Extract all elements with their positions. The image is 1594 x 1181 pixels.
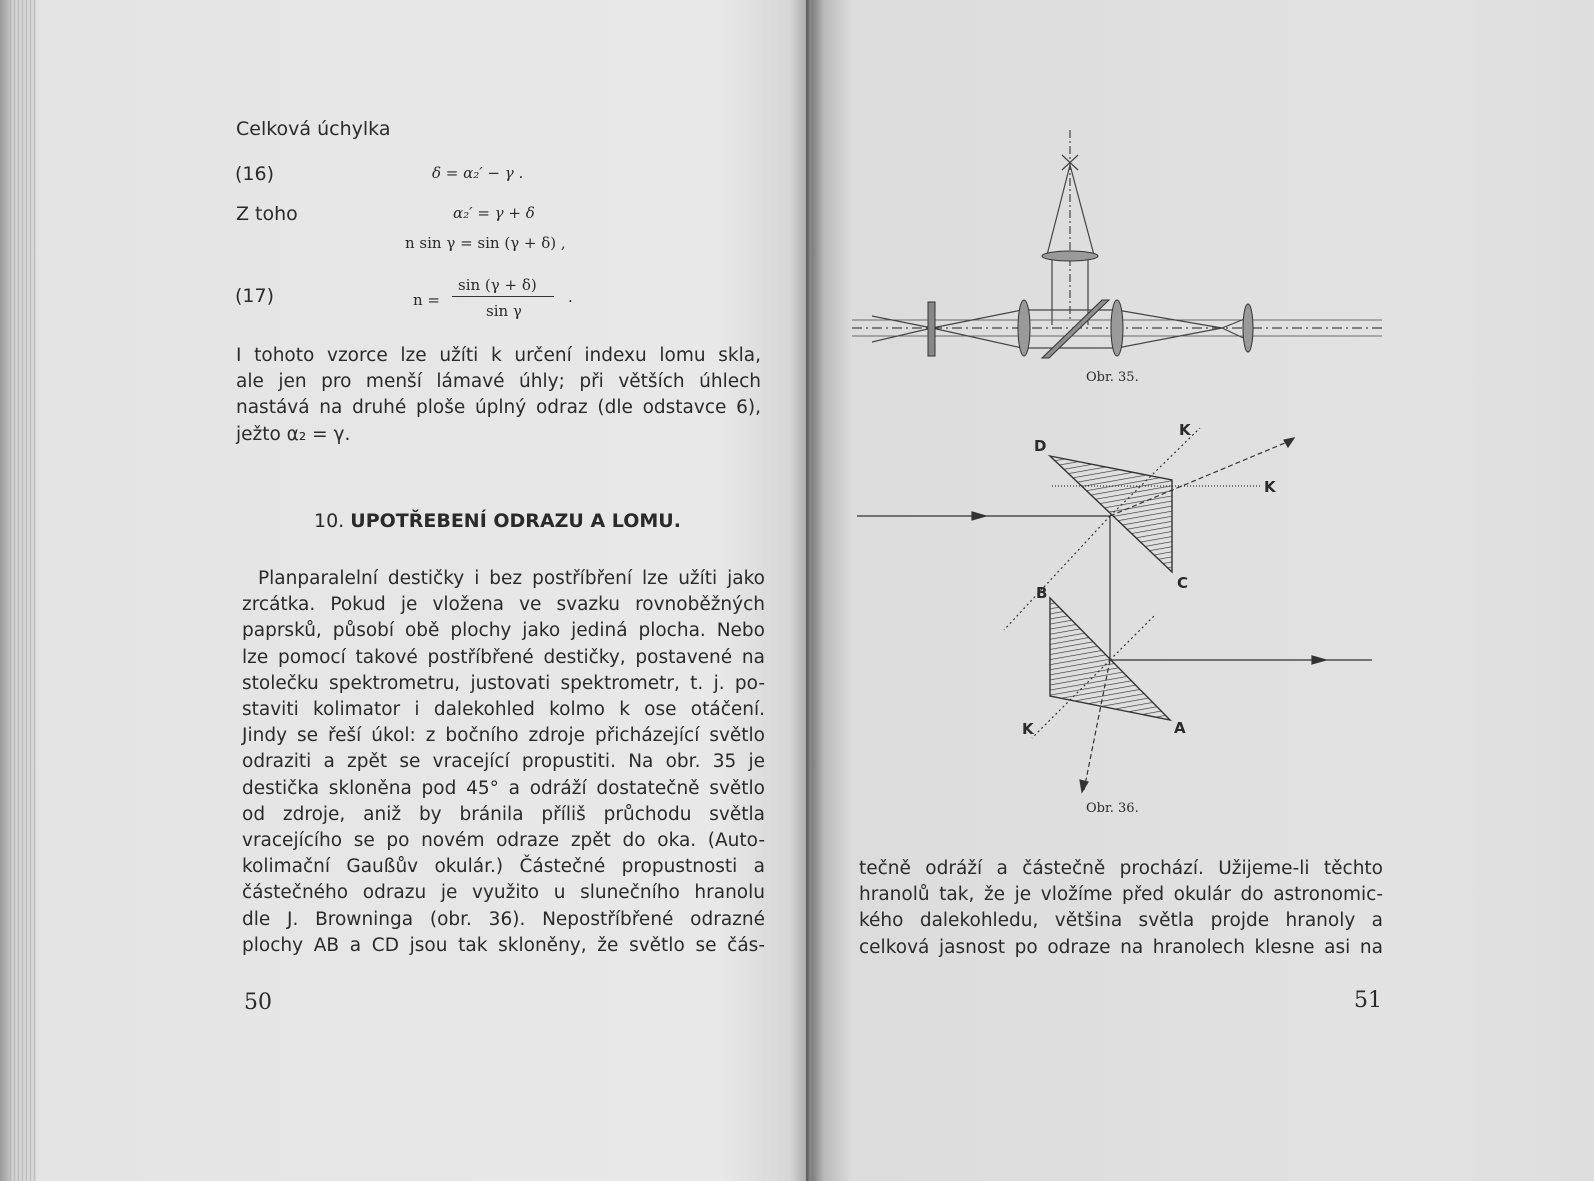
equation-16: δ = α₂′ − γ . (432, 164, 524, 182)
text-line: kolimační Gaußův okulár.) Částečné propustnosti a (242, 856, 765, 878)
text-line: tečně odráží a částečně prochází. Užijeme-li těchto (859, 858, 1383, 879)
total-deviation-label: Celková úchylka (236, 118, 391, 140)
from-that-label: Z toho (236, 203, 298, 225)
section-heading (314, 510, 681, 532)
lens-top (1042, 251, 1098, 261)
text-line: destička skloněna pod 45° a odráží dostatečně světlo (242, 777, 765, 799)
text-line: zrcátka. Pokud je vložena ve svazku rovnoběžných (242, 594, 765, 616)
label-k-bottom: K (1022, 720, 1034, 738)
paragraph-continuation (859, 856, 1383, 961)
label-d: D (1034, 437, 1047, 455)
text-line: ale jen pro menší lámavé úhly; při větších úhlech (236, 371, 761, 393)
text-line: ježto α₂ = γ. (236, 423, 351, 445)
text-line: hranolů tak, že je vložíme před okulár do astronomic- (859, 884, 1383, 906)
equation-16-number: (16) (235, 163, 275, 185)
label-a: A (1174, 719, 1186, 737)
text-line: stolečku spektrometru, justovati spektrometr, t. j. po- (242, 672, 765, 694)
page-edge-texture (10, 0, 36, 1181)
right-page (812, 0, 1594, 1181)
figure-35-diagram (852, 120, 1392, 370)
text-line: plochy AB a CD jsou tak skloněny, že světlo se čás- (242, 934, 765, 956)
eyepiece-lens (1243, 304, 1253, 352)
text-line: vracejícího se po novém odraze zpět do oka. (Auto- (242, 830, 765, 852)
paragraph-index-of-refraction (236, 343, 761, 448)
figure-36-caption: Obr. 36. (1086, 801, 1139, 816)
text-line: I tohoto vzorce lze užíti k určení indexu lomu skla, (236, 345, 761, 366)
equation-17-dot: . (568, 288, 573, 306)
lens-left (1018, 300, 1030, 356)
figure-35-caption: Obr. 35. (1086, 370, 1139, 385)
text-line: od zdroje, aniž by bránila příliš průchodu světla (242, 803, 765, 825)
page-number-left: 50 (244, 990, 272, 1015)
section-number: 10. (314, 510, 345, 532)
label-c: C (1177, 574, 1189, 592)
equation-17-numerator: sin (γ + δ) (458, 276, 537, 294)
equation-17-denominator: sin γ (486, 302, 522, 320)
label-k-top: K (1179, 421, 1191, 439)
text-line: dle J. Browninga (obr. 36). Nepostříbřené odrazné (242, 908, 765, 930)
fraction-bar (452, 296, 554, 297)
section-title: UPOTŘEBENÍ ODRAZU A LOMU. (350, 510, 681, 532)
text-line: celková jasnost po odraze na hranolech klesne asi na (859, 936, 1383, 958)
equation-17-number: (17) (235, 285, 275, 307)
equation-snell: n sin γ = sin (γ + δ) , (405, 234, 566, 252)
equation-17-lhs: n = (413, 291, 440, 309)
reticle-plate (928, 302, 935, 356)
text-line: Jindy se řeší úkol: z bočního zdroje přicházející světlo (242, 725, 765, 747)
text-line: Planparalelní destičky i bez postříbření lze užíti jako (258, 568, 765, 589)
text-line: nastává na druhé ploše úplný odraz (dle odstavce 6), (236, 397, 761, 419)
text-line: částečného odrazu je využito u slunečního hranolu (242, 882, 765, 904)
equation-alpha: α₂′ = γ + δ (453, 204, 535, 222)
label-b: B (1036, 584, 1048, 602)
text-line: paprsků, působí obě plochy jako jediná plocha. Nebo (242, 620, 765, 642)
lens-right (1111, 300, 1123, 356)
text-line: odraziti a zpět se vracející propustiti. Na obr. 35 je (242, 751, 765, 773)
label-k-right: K (1264, 478, 1276, 496)
text-line: staviti kolimator i dalekohled kolmo k ose otáčení. (242, 699, 765, 721)
page-number-right: 51 (1354, 988, 1382, 1013)
text-line: lze pomocí takové postříbřené destičky, postavené na (242, 646, 765, 668)
paragraph-applications (242, 566, 765, 959)
text-line: kého dalekohledu, většina světla projde hranoly a (859, 910, 1383, 932)
figure-36-diagram (852, 420, 1392, 820)
